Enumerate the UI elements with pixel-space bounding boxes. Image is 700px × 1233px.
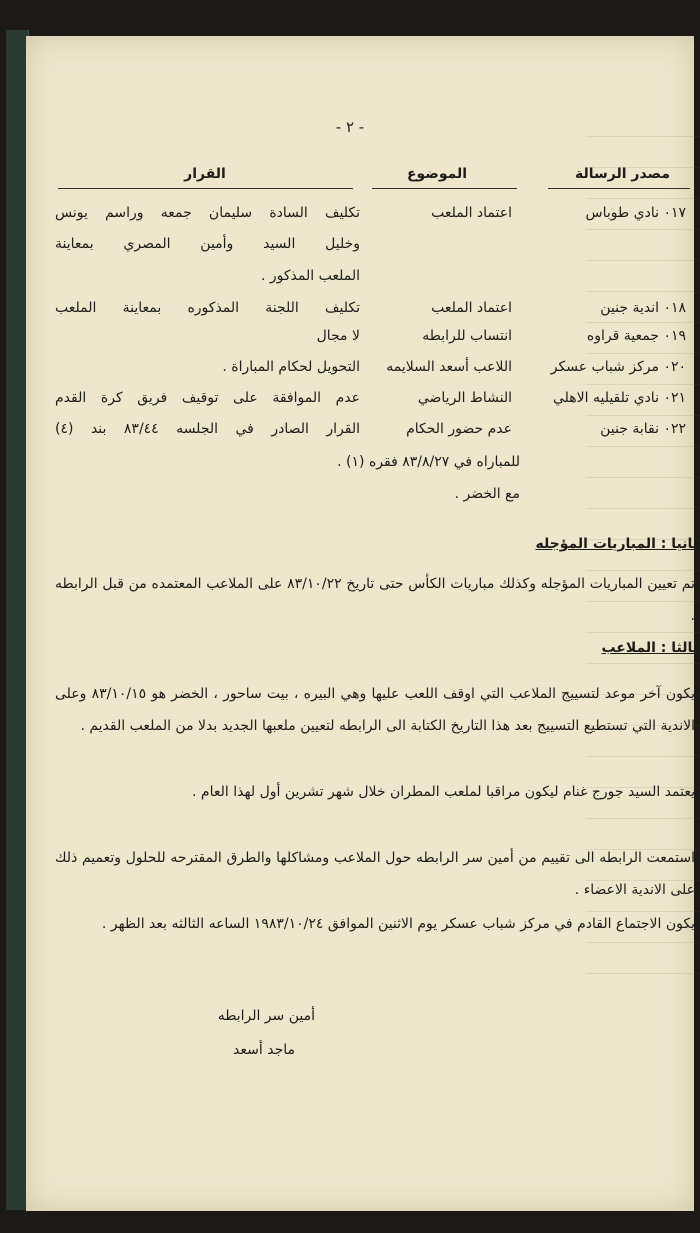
section-fields-heading: ثالثا : الملاعب xyxy=(601,640,698,656)
next-meeting-paragraph: يكون الاجتماع القادم في مركز شباب عسكر يوم الاثنين الموافق ١٩٨٣/١٠/٢٤ الساعه الثالثه بعد الظهر . xyxy=(101,916,695,932)
signature-name: ماجد أسعد xyxy=(233,1042,295,1058)
sender-name: اندية جنين xyxy=(600,300,659,316)
row-022-decision: القرار الصادر في الجلسه ٨٣/٤٤ بند (٤) xyxy=(55,421,360,437)
row-017-decision-cont: وخليل السيد وأمين المصري بمعاينة xyxy=(55,236,360,252)
row-number: ٠٢٠ xyxy=(663,359,686,375)
sender-name: نادي تلقيليه الاهلي xyxy=(552,390,659,406)
section-postponed-matches-text: تم تعيين المباريات المؤجله وكذلك مباريات الكأس حتى تاريخ ٨٣/١٠/٢٢ على الملاعب المعتمده من قبل الرابطه . xyxy=(55,576,695,624)
page-number: - ٢ - xyxy=(335,118,365,136)
row-019-sender xyxy=(534,328,686,344)
row-019-subject: انتساب للرابطه xyxy=(422,328,512,344)
row-022-subject: عدم حضور الحكام xyxy=(406,421,512,437)
row-022-decision-cont: للمباراه في ٨٣/٨/٢٧ فقره (١) . xyxy=(337,454,520,470)
row-number: ٠١٨ xyxy=(663,300,686,316)
row-017-subject: اعتماد الملعب xyxy=(431,205,512,221)
row-number: ٠٢١ xyxy=(663,390,686,406)
row-number: ٠٢٢ xyxy=(663,421,686,437)
row-018-sender xyxy=(534,300,686,316)
header-sender: مصدر الرسالة xyxy=(574,166,671,182)
sender-name: نادي طوباس xyxy=(585,205,659,221)
row-018-subject: اعتماد الملعب xyxy=(431,300,512,316)
section-postponed-matches-heading: ثانيا : المباريات المؤجله xyxy=(535,536,698,552)
row-021-sender xyxy=(534,390,686,406)
sender-name: نقابة جنين xyxy=(600,421,659,437)
row-019-decision: لا مجال xyxy=(316,328,360,344)
row-021-subject: النشاط الرياضي xyxy=(417,390,512,406)
header-underline-sender xyxy=(548,188,690,189)
row-020-decision: التحويل لحكام المباراة . xyxy=(222,359,360,375)
header-underline-subject xyxy=(372,188,517,189)
header-subject: الموضوع xyxy=(406,166,468,182)
section-fields-paragraph-1: يكون آخر موعد لتسييج الملاعب التي اوقف اللعب عليها وهي البيره ، بيت ساحور ، الخضر هو ٨٣/١٠/١٥ وعلى الاندية التي تستطيع التسييج بعد هذا التاريخ الكتابة الى الرابطه لتعيين ملعبها الجديد بدلا من الملعب القديم . xyxy=(55,686,695,734)
row-017-decision: تكليف السادة سليمان جمعه وراسم يونس xyxy=(55,205,360,221)
header-underline-decision xyxy=(58,188,353,189)
row-017-decision-cont2: الملعب المذكور . xyxy=(261,268,360,284)
signature-title: أمين سر الرابطه xyxy=(217,1008,315,1024)
row-number: ٠١٧ xyxy=(663,205,686,221)
row-022-sender xyxy=(534,421,686,437)
row-021-decision: عدم الموافقة على توقيف فريق كرة القدم xyxy=(55,390,360,406)
row-022-decision-cont2: مع الخضر . xyxy=(454,486,520,502)
row-018-decision: تكليف اللجنة المذكوره بمعاينة الملعب xyxy=(55,300,360,316)
section-fields-paragraph-2: يعتمد السيد جورج غنام ليكون مراقبا لملعب المطران خلال شهر تشرين أول لهذا العام . xyxy=(192,784,695,800)
row-020-subject: اللاعب أسعد السلايمه xyxy=(386,359,512,375)
sender-name: مركز شباب عسكر xyxy=(550,359,659,375)
section-fields-paragraph-3: استمعت الرابطه الى تقييم من أمين سر الرابطه حول الملاعب ومشاكلها والطرق المقترحه للحلول وتعميم ذلك على الاندية الاعضاء . xyxy=(55,850,695,898)
header-decision: القرار xyxy=(184,166,226,182)
row-017-sender xyxy=(534,205,686,221)
sender-name: جمعية قراوه xyxy=(586,328,659,344)
row-number: ٠١٩ xyxy=(663,328,686,344)
row-020-sender xyxy=(534,359,686,375)
